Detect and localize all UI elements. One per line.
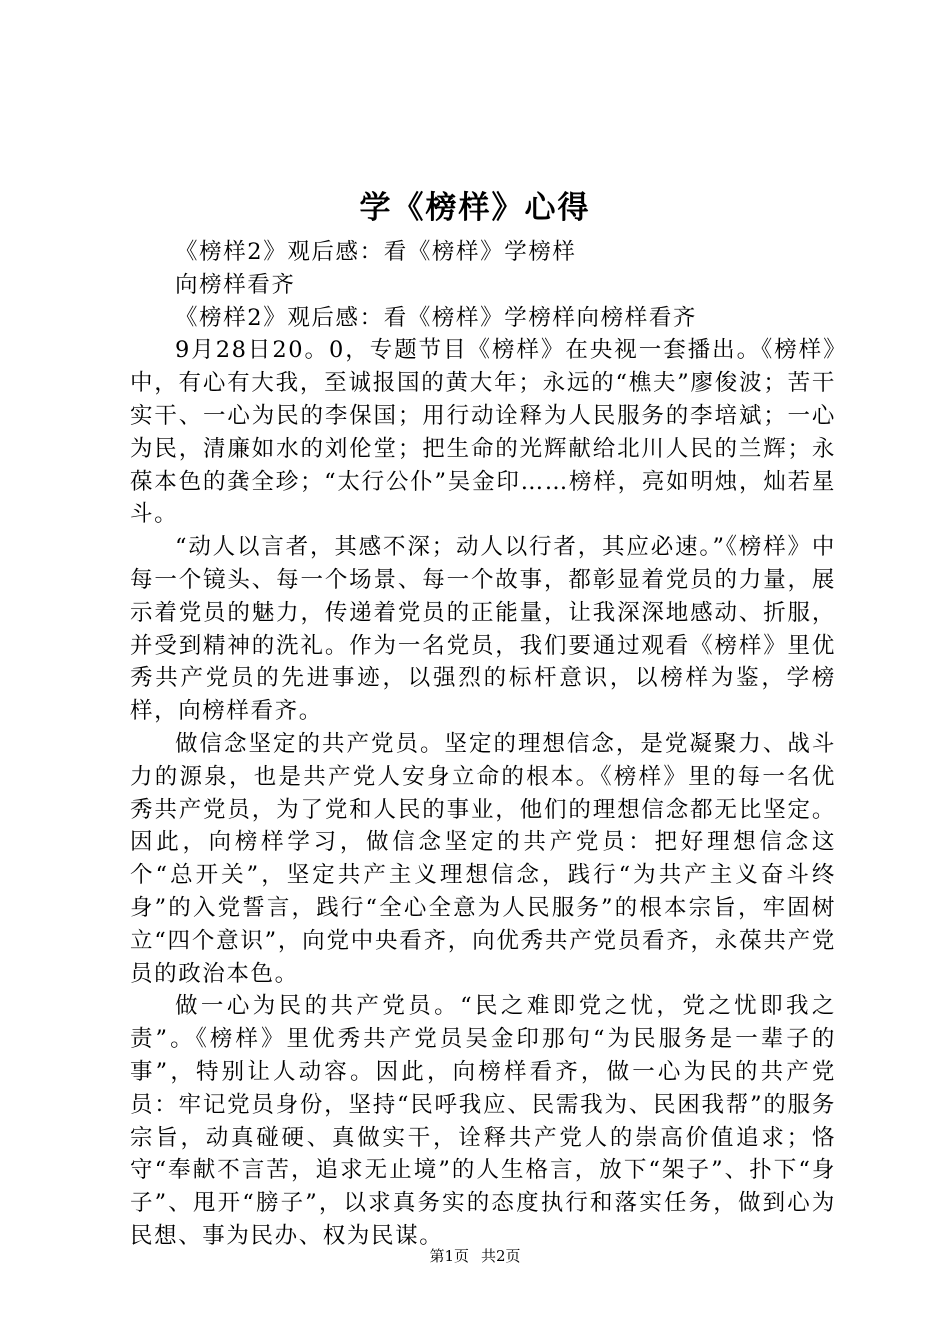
body-paragraph: 做信念坚定的共产党员。坚定的理想信念，是党凝聚力、战斗力的源泉，也是共产党人安身立命的根本。《榜样》里的每一名优秀共产党员，为了党和人民的事业，他们的理想信念都无比坚定。因此，向榜样学习，做信念坚定的共产党员：把好理想信念这个“总开关”，坚定共产主义理想信念，践行“为共产主义奋斗终身”的入党誓言，践行“全心全意为人民服务”的根本宗旨，牢固树立“四个意识”，向党中央看齐，向优秀共产党员看齐，永葆共产党员的政治本色。 — [130, 730, 836, 987]
body-paragraph: 做一心为民的共产党员。“民之难即党之忧，党之忧即我之责”。《榜样》里优秀共产党员吴金印那句“为民服务是一辈子的事”，特别让人动容。因此，向榜样看齐，做一心为民的共产党员：牢记党员身份，坚持“民呼我应、民需我为、民困我帮”的服务宗旨，动真碰硬、真做实干，诠释共产党人的崇高价值追求；恪守“奉献不言苦，追求无止境”的人生格言，放下“架子”、扑下“身子”、甩开“膀子”，以求真务实的态度执行和落实任务，做到心为民想、事为民办、权为民谋。 — [130, 993, 836, 1249]
document-title: 学《榜样》心得 — [359, 190, 591, 226]
subtitle-line: 《榜样2》观后感：看《榜样》学榜样 — [175, 239, 577, 265]
page-footer — [0, 1245, 950, 1267]
subtitle-line: 《榜样2》观后感：看《榜样》学榜样向榜样看齐 — [175, 304, 698, 331]
page-number: 第1页 — [429, 1247, 469, 1265]
subtitle-line: 向榜样看齐 — [175, 271, 296, 298]
body-paragraph: 9月28日20。0，专题节目《榜样》在央视一套播出。《榜样》中，有心有大我，至诚报国的黄大年；永远的“樵夫”廖俊波；苦干实干、一心为民的李保国；用行动诠释为人民服务的李培斌；一心为民，清廉如水的刘伦堂；把生命的光辉献给北川人民的兰辉；永葆本色的龚全珍；“太行公仆”吴金印……榜样，亮如明烛，灿若星斗。 — [130, 337, 836, 528]
body-paragraph: “动人以言者，其感不深；动人以行者，其应必速。”《榜样》中每一个镜头、每一个场景、每一个故事，都彰显着党员的力量，展示着党员的魅力，传递着党员的正能量，让我深深地感动、折服，并受到精神的洗礼。作为一名党员，我们要通过观看《榜样》里优秀共产党员的先进事迹，以强烈的标杆意识，以榜样为鉴，学榜样，向榜样看齐。 — [130, 534, 836, 725]
document-body — [130, 236, 836, 1253]
page-total: 共2页 — [481, 1247, 521, 1265]
